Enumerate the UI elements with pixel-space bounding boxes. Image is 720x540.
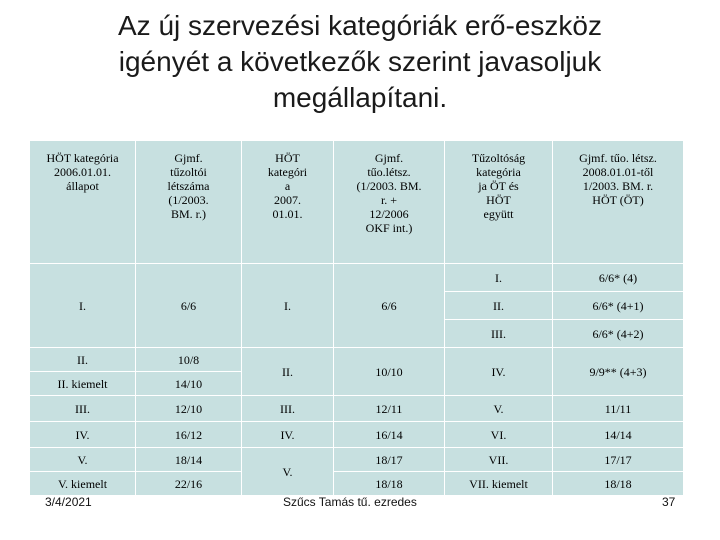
table-row (30, 264, 684, 292)
cell-gjmf-staff: 10/10 (334, 348, 445, 396)
cell-old-category: III. (30, 396, 136, 422)
cell-new-staff: 11/11 (553, 396, 684, 422)
cell-hot-category: III. (242, 396, 334, 422)
cell-new-category: I. (445, 264, 553, 292)
cell-new-category: VII. (445, 448, 553, 472)
cell-old-category: V. kiemelt (30, 472, 136, 496)
cell-hot-category: II. (242, 348, 334, 396)
header-gjmf-staff-2008: Gjmf. tűo. létsz. 2008.01.01-től 1/2003. BM. r. HÖT (ÖT) (553, 141, 684, 264)
cell-old-category: IV. (30, 422, 136, 448)
header-gjmf-staff-okf: Gjmf. tűo.létsz. (1/2003. BM. r. + 12/2006 OKF int.) (334, 141, 445, 264)
cell-gjmf: 22/16 (136, 472, 242, 496)
table-row (30, 448, 684, 472)
cell-new-staff: 14/14 (553, 422, 684, 448)
cell-gjmf-staff: 6/6 (334, 264, 445, 348)
cell-gjmf: 6/6 (136, 264, 242, 348)
cell-gjmf-staff: 12/11 (334, 396, 445, 422)
cell-gjmf: 16/12 (136, 422, 242, 448)
cell-new-category: VI. (445, 422, 553, 448)
cell-gjmf-staff: 16/14 (334, 422, 445, 448)
cell-new-staff: 6/6* (4+1) (553, 292, 684, 320)
cell-new-staff: 18/18 (553, 472, 684, 496)
cell-new-staff: 6/6* (4+2) (553, 320, 684, 348)
title-line-1: Az új szervezési kategóriák erő-eszköz (118, 10, 602, 41)
cell-hot-category: V. (242, 448, 334, 496)
cell-new-category: VII. kiemelt (445, 472, 553, 496)
title-line-2: igényét a következők szerint javasoljuk (118, 46, 602, 77)
cell-gjmf: 10/8 (136, 348, 242, 372)
cell-old-category: II. kiemelt (30, 372, 136, 396)
cell-hot-category: IV. (242, 422, 334, 448)
header-gjmf-firefighter-count: Gjmf. tűzoltói létszáma (1/2003. BM. r.) (136, 141, 242, 264)
cell-new-category: V. (445, 396, 553, 422)
cell-old-category: II. (30, 348, 136, 372)
cell-new-category: II. (445, 292, 553, 320)
cell-gjmf: 18/14 (136, 448, 242, 472)
cell-new-staff: 9/9** (4+3) (553, 348, 684, 396)
cell-new-category: IV. (445, 348, 553, 396)
page-number: 37 (662, 495, 676, 509)
cell-hot-category: I. (242, 264, 334, 348)
category-table (29, 140, 684, 496)
cell-new-category: III. (445, 320, 553, 348)
table-row (30, 472, 684, 496)
table-row (30, 422, 684, 448)
table-header-row (30, 141, 684, 264)
header-hot-category-2007: HÖT kategóri a 2007. 01.01. (242, 141, 334, 264)
cell-gjmf-staff: 18/17 (334, 448, 445, 472)
table-row (30, 348, 684, 372)
header-fire-brigade-category: Tűzoltóság kategória ja ÖT és HÖT együtt (445, 141, 553, 264)
cell-gjmf: 14/10 (136, 372, 242, 396)
footer-date: 3/4/2021 (45, 495, 92, 509)
footer-author: Szűcs Tamás tű. ezredes (283, 495, 417, 509)
header-hot-category-2006: HÖT kategória 2006.01.01. állapot (30, 141, 136, 264)
cell-new-staff: 17/17 (553, 448, 684, 472)
cell-gjmf: 12/10 (136, 396, 242, 422)
cell-old-category: V. (30, 448, 136, 472)
cell-gjmf-staff: 18/18 (334, 472, 445, 496)
title-line-3: megállapítani. (272, 82, 448, 113)
slide-title (40, 8, 680, 116)
cell-new-staff: 6/6* (4) (553, 264, 684, 292)
cell-old-category: I. (30, 264, 136, 348)
table-row (30, 396, 684, 422)
